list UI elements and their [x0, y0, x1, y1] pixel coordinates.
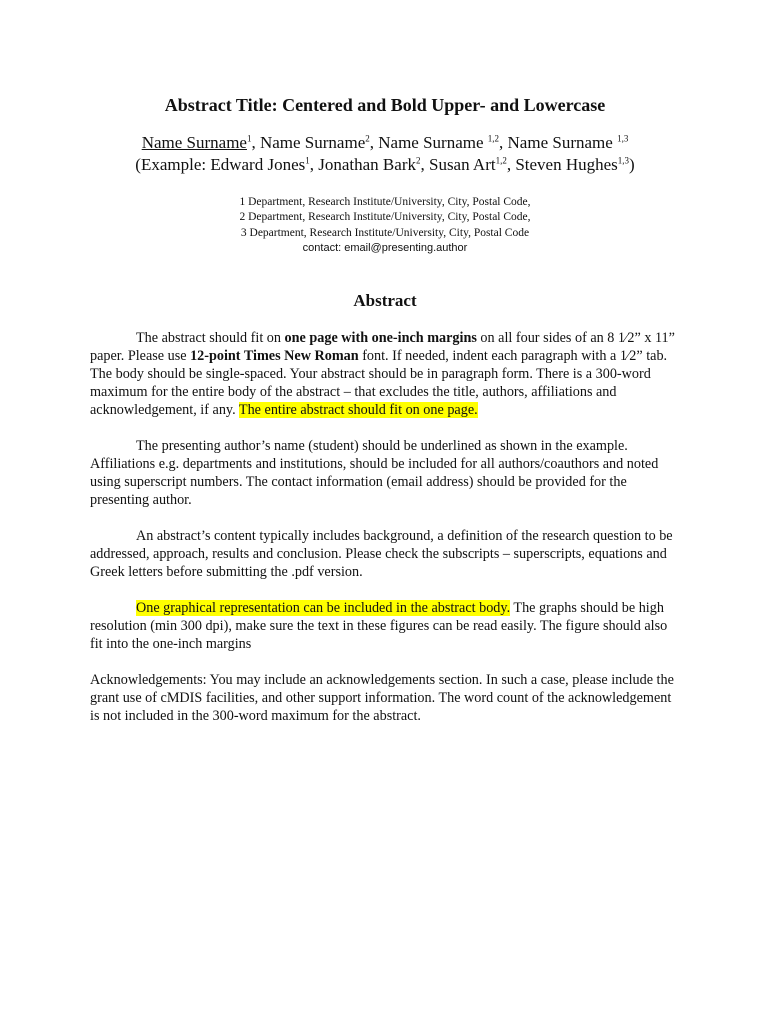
example-author-name: Jonathan Bark	[318, 155, 416, 174]
affiliation-line: 1 Department, Research Institute/University, City, Postal Code,	[239, 196, 531, 208]
author-list	[0, 132, 770, 176]
affiliation-line: 2 Department, Research Institute/University, City, Postal Code,	[239, 211, 531, 224]
contact-email: contact: email@presenting.author	[302, 241, 468, 254]
abstract-title: Abstract Title: Centered and Bold Upper- and Lowercase	[164, 95, 606, 115]
author-superscript: 1	[246, 133, 252, 144]
example-author-name: Edward Jones	[210, 155, 306, 174]
author-superscript: 1,2	[487, 133, 500, 144]
affiliations	[0, 195, 770, 256]
paragraph-authors: The presenting author’s name (student) should be underlined as shown in the example. Affiliations e.g. departments and institutions, should be included for all authors/coauthors and noted using superscript numbers. The contact information (email address) should be provided for the presenting author.	[90, 438, 659, 508]
highlight-graphic: One graphical representation can be included in the abstract body.	[136, 600, 511, 616]
abstract-heading: Abstract	[353, 291, 417, 310]
bold-margins: one page with one-inch margins	[284, 330, 477, 346]
author-superscript: 1,3	[617, 133, 629, 144]
paragraph-acknowledgements: Acknowledgements: You may include an acknowledgements section. In such a case, please include the grant use of cMDIS facilities, and other support information. The word count of the acknowledgement is not included in the 300-word maximum for the abstract.	[90, 672, 674, 724]
presenting-author-name: Name Surname	[141, 133, 247, 152]
paragraph-graphics: One graphical representation can be included in the abstract body. The graphs should be high resolution (min 300 dpi), make sure the text in these figures can be read easily. The figure should also fit into the one-inch margins	[90, 600, 668, 652]
author-name: Name Surname	[259, 133, 366, 152]
author-line-template: Name Surname$^1$, Name Surname$^2$, Name Surname $^{1,2}$, Name Surname $^{1,3}$	[141, 133, 629, 152]
paragraph-format: The abstract should fit on one page with one-inch margins on all four sides of an 8 1⁄2” x 11” paper. Please use 12-point Times New Roman font. If needed, indent each paragraph with a 1⁄2” tab. The body should be single-spaced. Your abstract should be in paragraph form. There is a 300-word maximum for the entire body of the abstract – that excludes the title, authors, affiliations and acknowledgement, if any. The entire abstract should fit on one page.	[90, 330, 675, 418]
abstract-body	[90, 329, 681, 743]
highlight-one-page: The entire abstract should fit on one page.	[238, 402, 478, 418]
example-author-name: Susan Art	[428, 155, 496, 174]
paragraph-content: An abstract’s content typically includes background, a definition of the research question to be addressed, approach, results and conclusion. Please check the subscripts – superscripts, equations and Greek letters before submitting the .pdf version.	[90, 528, 673, 580]
author-superscript: 2	[365, 133, 370, 144]
author-line-example: (Example: Edward Jones$^1$, Jonathan Bark$^2$, Susan Art$^{1,2}$, Steven Hughes$^{1,3}$)	[135, 155, 635, 174]
bold-font: 12-point Times New Roman	[190, 348, 359, 364]
author-name: Name Surname	[507, 133, 618, 152]
example-author-name: Steven Hughes	[515, 155, 618, 174]
affiliation-line: 3 Department, Research Institute/University, City, Postal Code	[240, 226, 530, 239]
author-name: Name Surname	[378, 133, 488, 152]
